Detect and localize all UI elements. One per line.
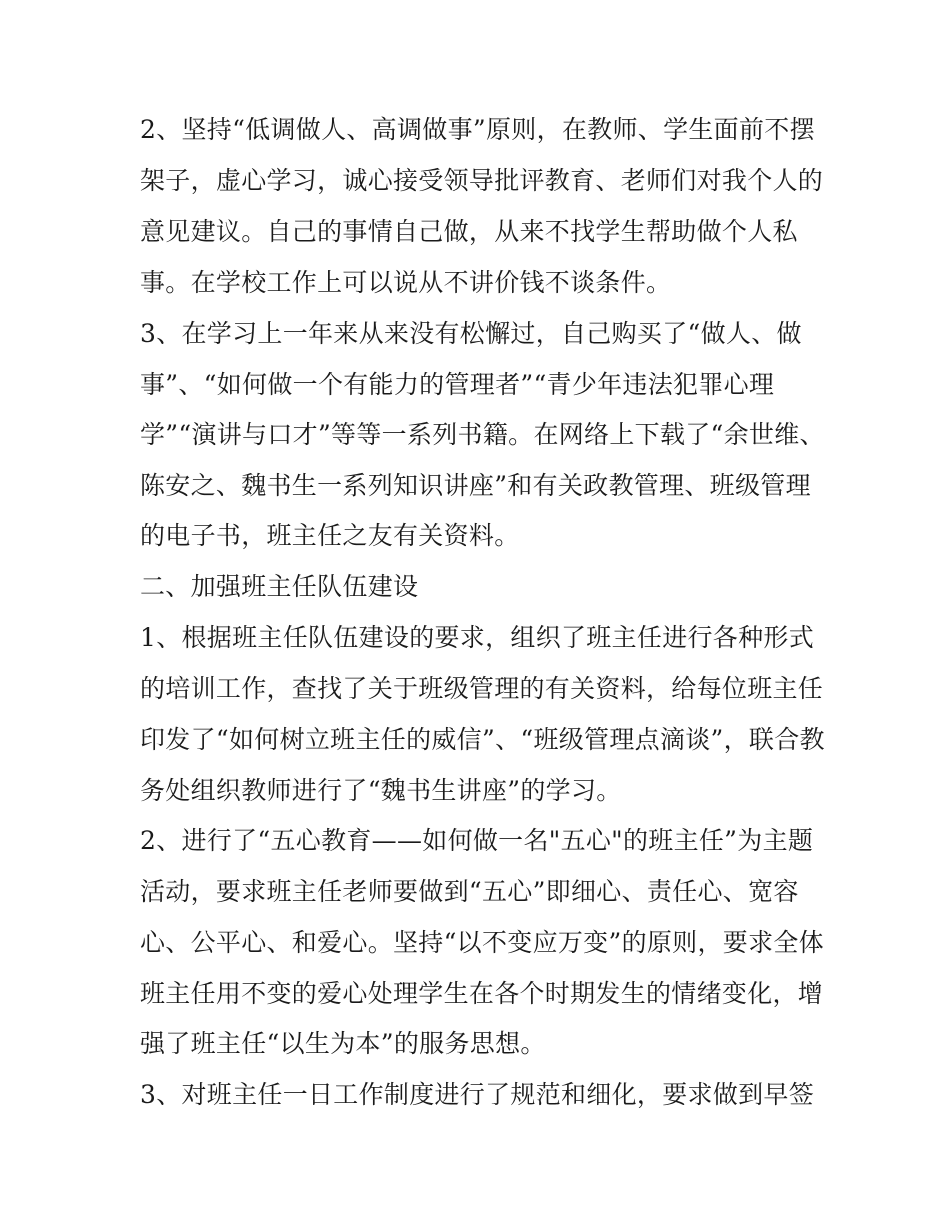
text-line: 的培训工作，查找了关于班级管理的有关资料，给每位班主任: [140, 674, 824, 703]
text-line: 2、坚持“低调做人、高调做事”原则，在教师、学生面前不摆: [140, 115, 815, 144]
text-line: 活动，要求班主任老师要做到“五心”即细心、责任心、宽容: [140, 877, 799, 906]
text-line: 事”、“如何做一个有能力的管理者”“青少年违法犯罪心理: [140, 370, 775, 399]
text-line: 意见建议。自己的事情自己做，从来不找学生帮助做个人私: [140, 217, 798, 246]
text-line: 1、根据班主任队伍建设的要求，组织了班主任进行各种形式: [140, 623, 815, 652]
text-line: 心、公平心、和爱心。坚持“以不变应万变”的原则，要求全体: [140, 928, 824, 957]
text-line: 强了班主任“以生为本”的服务思想。: [140, 1029, 546, 1058]
text-line: 2、进行了“五心教育——如何做一名"五心"的班主任”为主题: [140, 826, 814, 855]
text-line: 陈安之、魏书生一系列知识讲座”和有关政教管理、班级管理: [140, 471, 811, 500]
text-line: 学”“演讲与口才”等等一系列书籍。在网络上下载了“余世维、: [140, 420, 825, 449]
text-line: 事。在学校工作上可以说从不讲价钱不谈条件。: [140, 268, 672, 297]
section-heading: 二、加强班主任队伍建设: [140, 572, 419, 601]
text-line: 班主任用不变的爱心处理学生在各个时期发生的情绪变化，增: [140, 979, 824, 1008]
text-line: 的电子书，班主任之友有关资料。: [140, 521, 520, 550]
text-line: 3、对班主任一日工作制度进行了规范和细化，要求做到早签: [140, 1080, 815, 1109]
text-line: 印发了“如何树立班主任的威信”、“班级管理点滴谈”，联合教: [140, 725, 825, 754]
text-line: 务处组织教师进行了“魏书生讲座”的学习。: [140, 776, 622, 805]
text-line: 3、在学习上一年来从来没有松懈过，自己购买了“做人、做: [140, 319, 802, 348]
text-line: 架子，虚心学习，诚心接受领导批评教育、老师们对我个人的: [140, 166, 824, 195]
